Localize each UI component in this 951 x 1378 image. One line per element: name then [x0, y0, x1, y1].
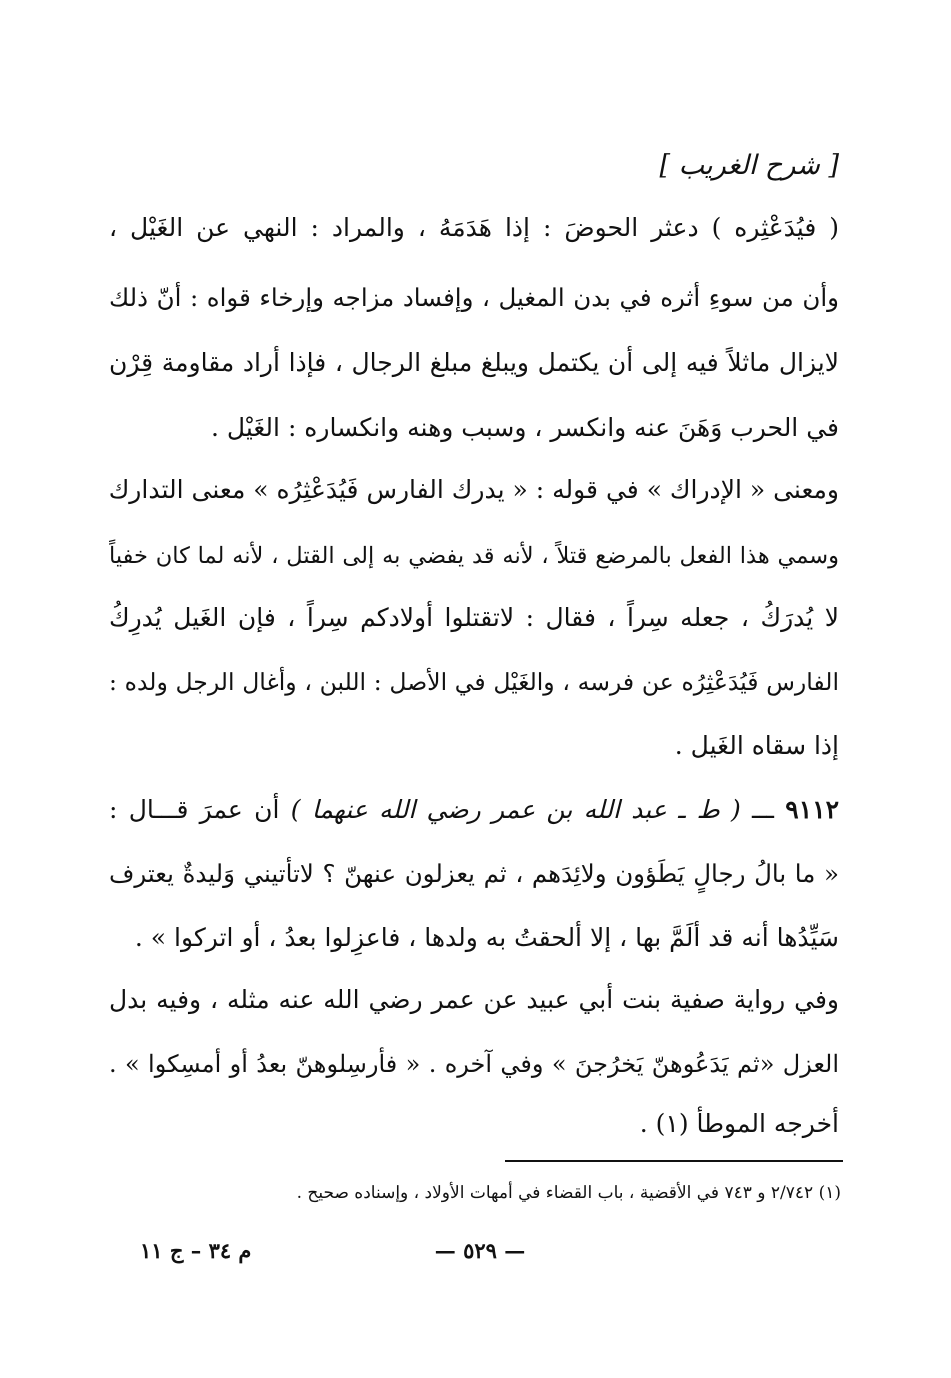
hadith-line: سَيِّدُها أنه قد ألَمَّ بها ، إلا ألحقتُ به ولدها ، فاعزِلوا بعدُ ، أو اتركوا » .	[134, 923, 839, 952]
hadith-line: أخرجه الموطأ (١) .	[639, 1109, 839, 1138]
hadith-source: ( ط ـ عبد الله بن عمر رضي الله عنهما )	[290, 795, 741, 824]
footnote: (١) ٢/٧٤٢ و ٧٤٣ في الأقضية ، باب القضاء في أمهات الأولاد ، وإسناده صحيح .	[296, 1183, 841, 1203]
hadith-dash: ـــ	[752, 795, 775, 824]
volume-signature: م ٣٤ – ج ١١	[140, 1238, 252, 1263]
hadith-number: ٩١١٢	[785, 795, 839, 824]
body-line: ( فيُدَعْثِره ) دعثر الحوضَ : إذا هَدَمَهُ ، والمراد : النهي عن الغَيْل ،	[109, 213, 839, 242]
footnote-separator	[505, 1160, 843, 1162]
body-line: في الحرب وَهَنَ عنه وانكسر ، وسبب وهنه وانكساره : الغَيْل .	[211, 413, 839, 442]
hadith-intro: أن عمرَ قـــال :	[109, 795, 280, 824]
page-number: — ٥٢٩ —	[434, 1238, 526, 1263]
body-line: لا يُدرَكُ ، جعله سِراً ، فقال : لاتقتلوا أولادكم سِراً ، فإن الغَيل يُدرِكُ	[109, 603, 839, 632]
section-heading: [ شرح الغريب ]	[659, 150, 839, 181]
hadith-line: « ما بالُ رجالٍ يَطَؤون ولائِدَهم ، ثم يعزلون عنهنّ ؟ لاتأتيني وَليدةٌ يعترف	[109, 859, 839, 888]
hadith-line: وفي رواية صفية بنت أبي عبيد عن عمر رضي الله عنه مثله ، وفيه بدل	[109, 985, 839, 1014]
body-line: وأن من سوءِ أثره في بدن المغيل ، وإفساد مزاجه وإرخاء قواه : أنّ ذلك	[109, 283, 839, 312]
body-line: إذا سقاه الغَيل .	[674, 731, 839, 760]
hadith-line: العزل «ثم يَدَعُوهنّ يَخرُجنَ » وفي آخره . « فأرسِلوهنّ بعدُ أو أمسِكوا » .	[109, 1050, 839, 1078]
body-line: الفارس فَيُدَعْثِرُه عن فرسه ، والغَيْل في الأصل : اللبن ، وأغال الرجل ولده :	[109, 668, 839, 696]
body-line: وسمي هذا الفعل بالمرضع قتلاً ، لأنه قد يفضي به إلى القتل ، لأنه لما كان خفياً	[109, 543, 839, 569]
body-line: ومعنى « الإدراك » في قوله : « يدرك الفارس فَيُدَعْثِرُه » معنى التدارك	[109, 475, 839, 504]
hadith-heading-line	[109, 790, 839, 830]
body-line: لايزال ماثلاً فيه إلى أن يكتمل ويبلغ مبلغ الرجال ، فإذا أراد مقاومة قِرْن	[109, 348, 839, 377]
